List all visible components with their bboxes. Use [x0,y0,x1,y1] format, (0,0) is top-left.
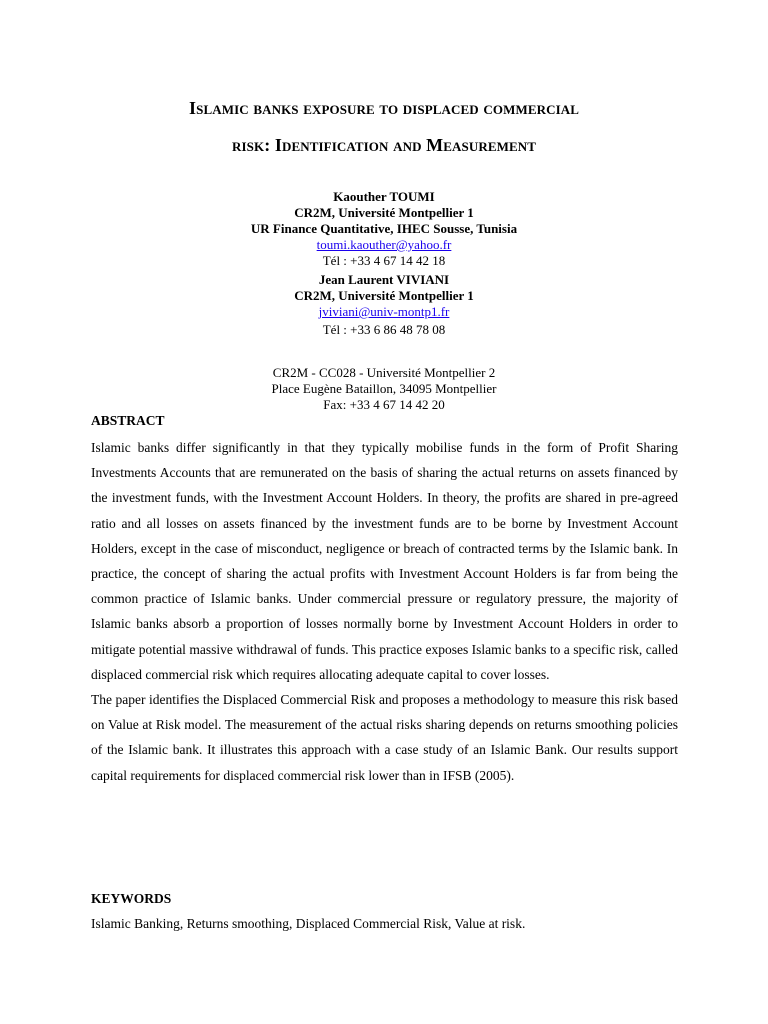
keywords-heading: KEYWORDS [91,891,172,906]
address-block [150,365,618,413]
author-name: Kaouther TOUMI [333,189,435,204]
paper-title-line-1: Islamic banks exposure to displaced commercial [189,98,579,118]
address-line: Place Eugène Bataillon, 34095 Montpellier [271,381,497,396]
abstract-paragraph: Islamic banks differ significantly in that they typically mobilise funds in the form of Profit Sharing Investments Accounts that are remunerated on the basis of sharing the actual returns on assets financed by the investment funds, with the Investment Account Holders. In theory, the profits are shared in pre-agreed ratio and all losses on assets financed by the investment funds are to be borne by Investment Account Holders, except in the case of misconduct, negligence or breach of contracted terms by the Islamic bank. In practice, the concept of sharing the actual profits with Investment Account Holders is far from being the common practice of Islamic banks. Under commercial pressure or regulatory pressure, the majority of Islamic banks absorb a proportion of losses normally borne by Investment Account Holders in order to mitigate potential massive withdrawal of funds. This practice exposes Islamic banks to a specific risk, called displaced commercial risk which requires allocating adequate capital to cover losses. [91,440,678,682]
author-affiliation: CR2M, Université Montpellier 1 [294,288,474,303]
author-affiliation: UR Finance Quantitative, IHEC Sousse, Tunisia [250,221,518,236]
keywords-text: Islamic Banking, Returns smoothing, Displaced Commercial Risk, Value at risk. [91,916,526,931]
paper-title-line-2: risk: Identification and Measurement [232,135,536,155]
author-affiliation: CR2M, Université Montpellier 1 [294,205,474,220]
abstract-heading: ABSTRACT [91,413,165,428]
abstract-paragraph: The paper identifies the Displaced Commercial Risk and proposes a methodology to measure this risk based on Value at Risk model. The measurement of the actual risks sharing depends on returns smoothing policies of the Islamic bank. It illustrates this approach with a case study of an Islamic Bank. Our results support capital requirements for displaced commercial risk lower than in IFSB (2005). [91,692,678,783]
author-phone: Tél : +33 4 67 14 42 18 [322,253,446,268]
author-phone: Tél : +33 6 86 48 78 08 [322,322,446,337]
address-line: CR2M - CC028 - Université Montpellier 2 [272,365,496,380]
author-block [150,189,618,338]
fax-number: Fax: +33 4 67 14 42 20 [323,397,445,412]
author-name: Jean Laurent VIVIANI [318,272,450,287]
author-email-link[interactable]: toumi.kaouther@yahoo.fr [316,237,452,252]
author-email-link[interactable]: jviviani@univ-montp1.fr [318,304,450,319]
abstract-body [91,435,678,788]
